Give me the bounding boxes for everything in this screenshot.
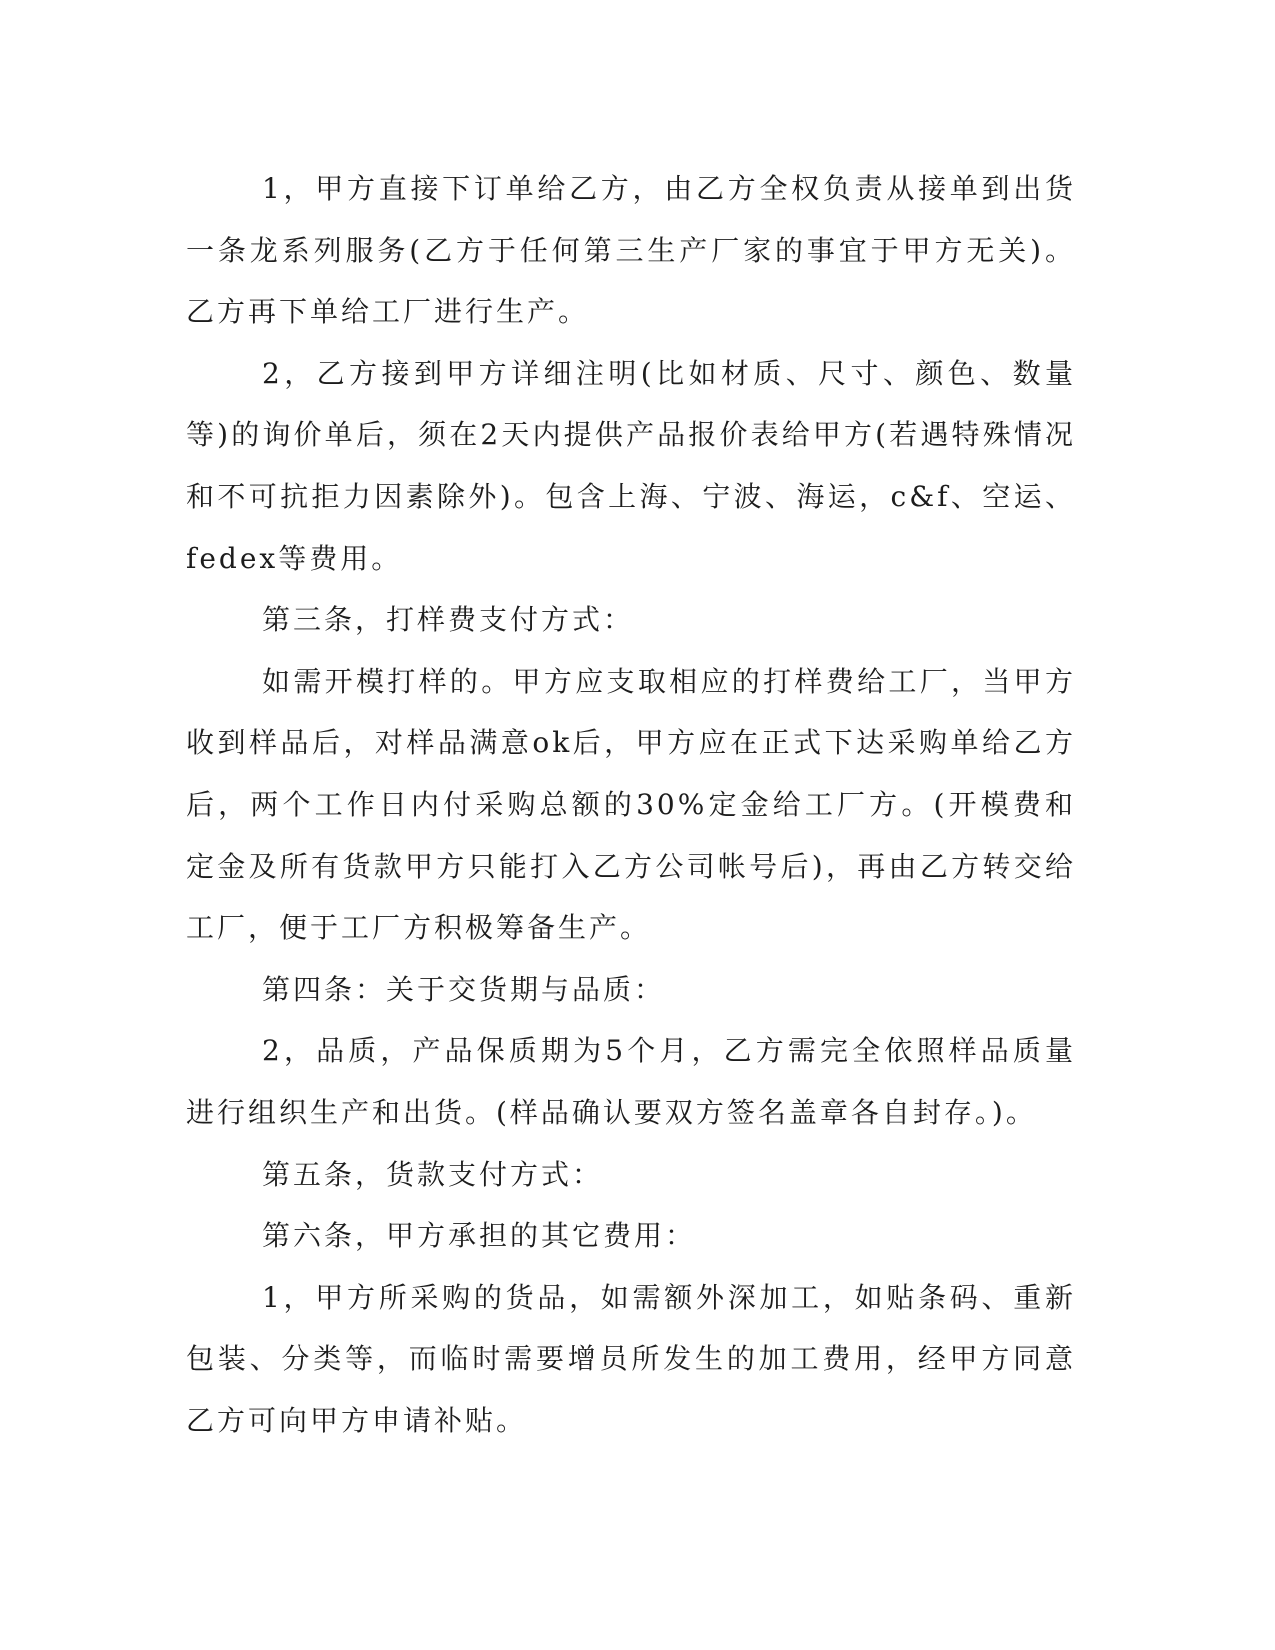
paragraph-quotation: 2，乙方接到甲方详细注明(比如材质、尺寸、颜色、数量等)的询价单后，须在2天内提供产品报价表给甲方(若遇特殊情况和不可抗拒力因素除外)。包含上海、宁波、海运，c&f、空运、fedex等费用。 xyxy=(186,356,1076,575)
paragraph-quality: 2，品质，产品保质期为5个月，乙方需完全依照样品质量进行组织生产和出货。(样品确认要双方签名盖章各自封存。)。 xyxy=(186,1034,1076,1129)
heading-article-5: 第五条，货款支付方式： xyxy=(262,1157,604,1191)
heading-article-6: 第六条，甲方承担的其它费用： xyxy=(262,1219,697,1253)
paragraph-extra-costs: 1，甲方所采购的货品，如需额外深加工，如贴条码、重新包装、分类等，而临时需要增员所发生的加工费用，经甲方同意乙方可向甲方申请补贴。 xyxy=(186,1280,1076,1437)
paragraph-sample-fee: 如需开模打样的。甲方应支取相应的打样费给工厂，当甲方收到样品后，对样品满意ok后，甲方应在正式下达采购单给乙方后，两个工作日内付采购总额的30%定金给工厂方。(开模费和定金及所有货款甲方只能打入乙方公司帐号后)，再由乙方转交给工厂，便于工厂方积极筹备生产。 xyxy=(186,664,1076,945)
paragraph-order-process: 1，甲方直接下订单给乙方，由乙方全权负责从接单到出货一条龙系列服务(乙方于任何第三生产厂家的事宜于甲方无关)。乙方再下单给工厂进行生产。 xyxy=(186,172,1076,329)
document-body xyxy=(186,158,1076,1451)
heading-article-3: 第三条，打样费支付方式： xyxy=(262,603,635,637)
heading-article-4: 第四条：关于交货期与品质： xyxy=(262,972,666,1006)
